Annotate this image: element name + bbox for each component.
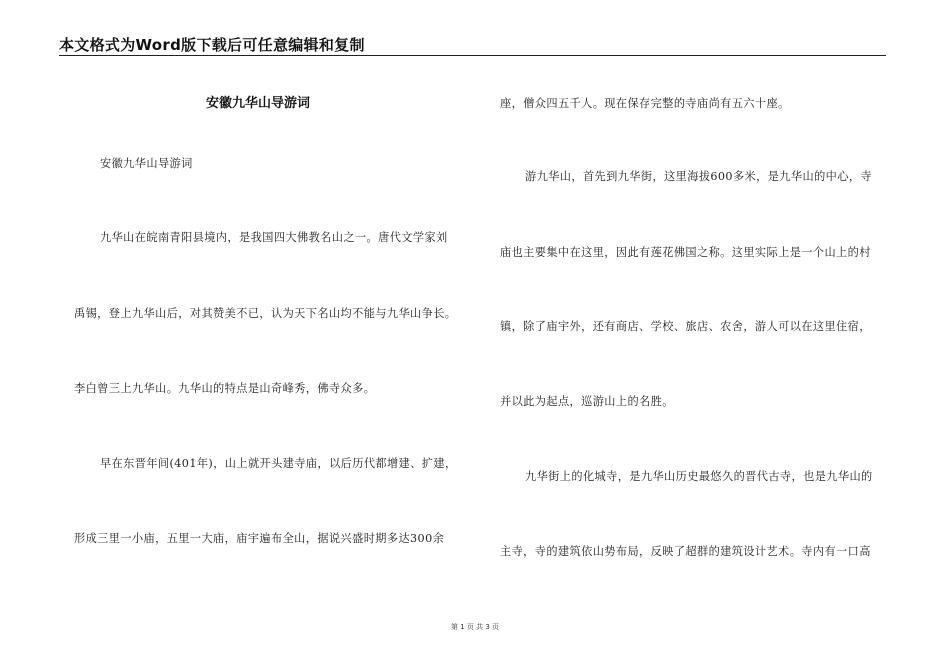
paragraph-line: 镇，除了庙宇外，还有商店、学校、旅店、农舍，游人可以在这里住宿，	[500, 320, 871, 333]
paragraph-line: 九华街上的化城寺，是九华山历史最悠久的晋代古寺，也是九华山的	[525, 470, 873, 483]
paragraph-line: 并以此为起点，巡游山上的名胜。	[500, 395, 674, 408]
paragraph-line: 庙也主要集中在这里，因此有莲花佛国之称。这里实际上是一个山上的村	[500, 246, 871, 259]
paragraph-line: 座，僧众四五千人。现在保存完整的寺庙尚有五六十座。	[500, 97, 790, 110]
paragraph-line: 形成三里一小庙，五里一大庙，庙宇遍布全山，据说兴盛时期多达300余	[74, 532, 445, 545]
paragraph-line: 早在东晋年间(401年)，山上就开头建寺庙，以后历代都增建、扩建，	[100, 457, 457, 470]
paragraph-line: 禹锡，登上九华山后，对其赞美不已，认为天下名山均不能与九华山争长。	[74, 307, 457, 320]
paragraph-line: 九华山在皖南青阳县境内，是我国四大佛教名山之一。唐代文学家刘	[100, 231, 448, 244]
document-title: 安徽九华山导游词	[206, 96, 311, 111]
paragraph-line: 李白曾三上九华山。九华山的特点是山奇峰秀，佛寺众多。	[74, 382, 376, 395]
paragraph-line: 主寺，寺的建筑依山势布局，反映了超群的建筑设计艺术。寺内有一口高	[500, 545, 871, 558]
paragraph-line: 游九华山，首先到九华街，这里海拔600多米，是九华山的中心，寺	[525, 170, 873, 183]
paragraph-line: 安徽九华山导游词	[100, 157, 193, 170]
page-number: 第 1 页 共 3 页	[450, 623, 500, 631]
header-rule	[59, 55, 886, 56]
download-banner: 本文格式为Word版下载后可任意编辑和复制	[59, 36, 365, 54]
